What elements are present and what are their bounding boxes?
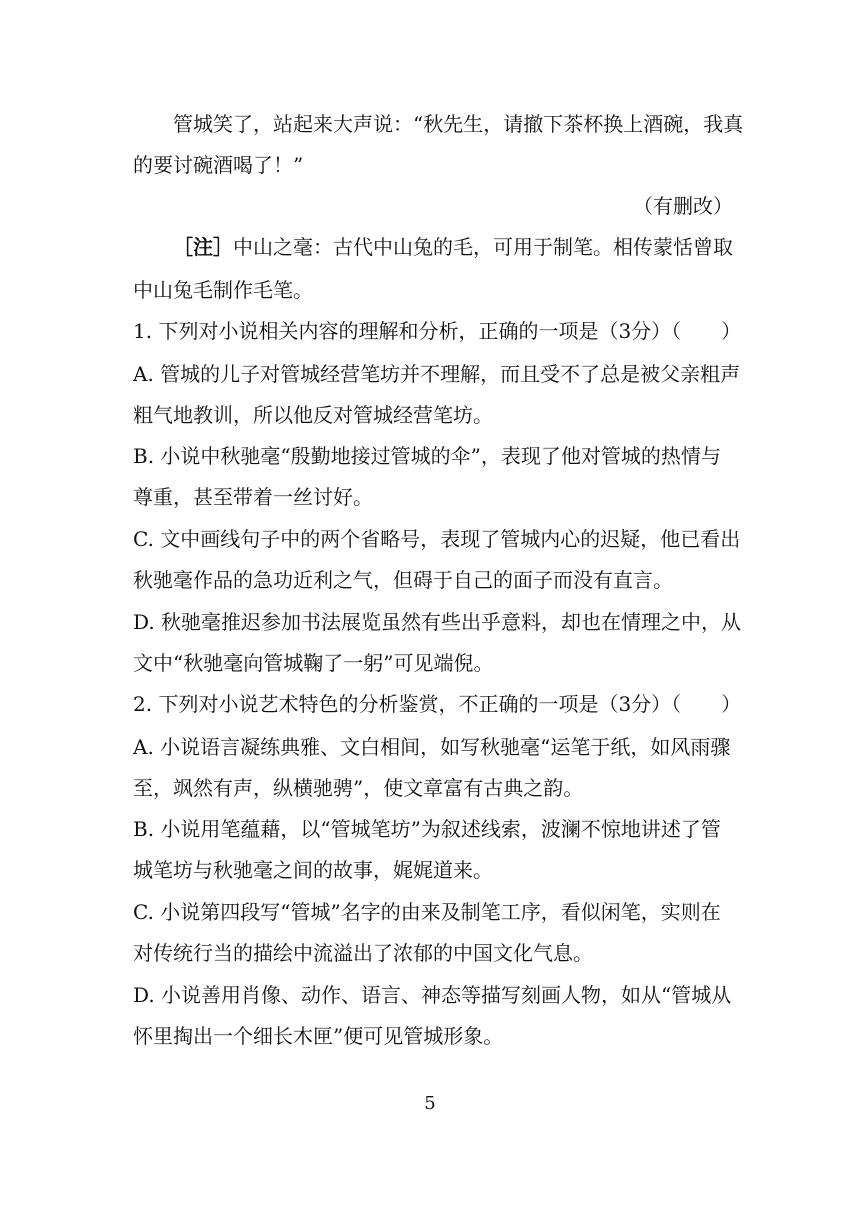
option-line: 文中“秋驰毫向管城鞠了一躬”可见端倪。 — [133, 651, 494, 675]
option-line: B. 小说用笔蕴藉，以“管城笔坊”为叙述线索，波澜不惊地讲述了管 — [133, 817, 721, 841]
option-line: D. 秋驰毫推迟参加书法展览虽然有些出乎意料，却也在情理之中，从 — [133, 610, 742, 634]
annotation-text: 中山之毫：古代中山兔的毛，可用于制笔。相传蒙恬曾取 — [233, 235, 733, 259]
option-line: 怀里掏出一个细长木匣”便可见管城形象。 — [133, 1024, 504, 1048]
question-stem: 1. 下列对小说相关内容的理解和分析，正确的一项是（3分）（ ） — [133, 319, 742, 343]
option-line: 粗气地教训，所以他反对管城经营笔坊。 — [133, 403, 493, 427]
option-line: 尊重，甚至带着一丝讨好。 — [133, 485, 373, 509]
option-line: A. 小说语言凝练典雅、文白相间，如写秋驰毫“运笔于纸，如风雨骤 — [133, 735, 731, 759]
option-line: 对传统行当的描绘中流溢出了浓郁的中国文化气息。 — [133, 941, 593, 965]
option-line: 城笔坊与秋驰毫之间的故事，娓娓道来。 — [133, 858, 493, 882]
option-line: 至，飒然有声，纵横驰骋”，使文章富有古典之韵。 — [133, 776, 584, 800]
option-line: D. 小说善用肖像、动作、语言、神态等描写刻画人物，如从“管城从 — [133, 983, 732, 1007]
paragraph-line: 管城笑了，站起来大声说：“秋先生，请撤下茶杯换上酒碗，我真 — [173, 112, 744, 136]
option-line: B. 小说中秋驰毫“殷勤地接过管城的伞”，表现了他对管城的热情与 — [133, 444, 721, 468]
option-line: 秋驰毫作品的急功近利之气，但碍于自己的面子而没有直言。 — [133, 568, 673, 592]
paragraph-line: 的要讨碗酒喝了！” — [133, 153, 304, 177]
annotation-line: 中山兔毛制作毛笔。 — [133, 278, 313, 302]
option-line: C. 文中画线句子中的两个省略号，表现了管城内心的迟疑，他已看出 — [133, 527, 741, 551]
option-line: C. 小说第四段写“管城”名字的由来及制笔工序，看似闲笔，实则在 — [133, 900, 721, 924]
source-note: （有删改） — [633, 194, 733, 218]
annotation-mark: ［注］ — [173, 235, 233, 259]
question-stem: 2. 下列对小说艺术特色的分析鉴赏，不正确的一项是（3分）（ ） — [133, 692, 742, 716]
page-number: 5 — [424, 1093, 436, 1114]
annotation-line — [173, 234, 773, 260]
option-line: A. 管城的儿子对管城经营笔坊并不理解，而且受不了总是被父亲粗声 — [133, 362, 741, 386]
